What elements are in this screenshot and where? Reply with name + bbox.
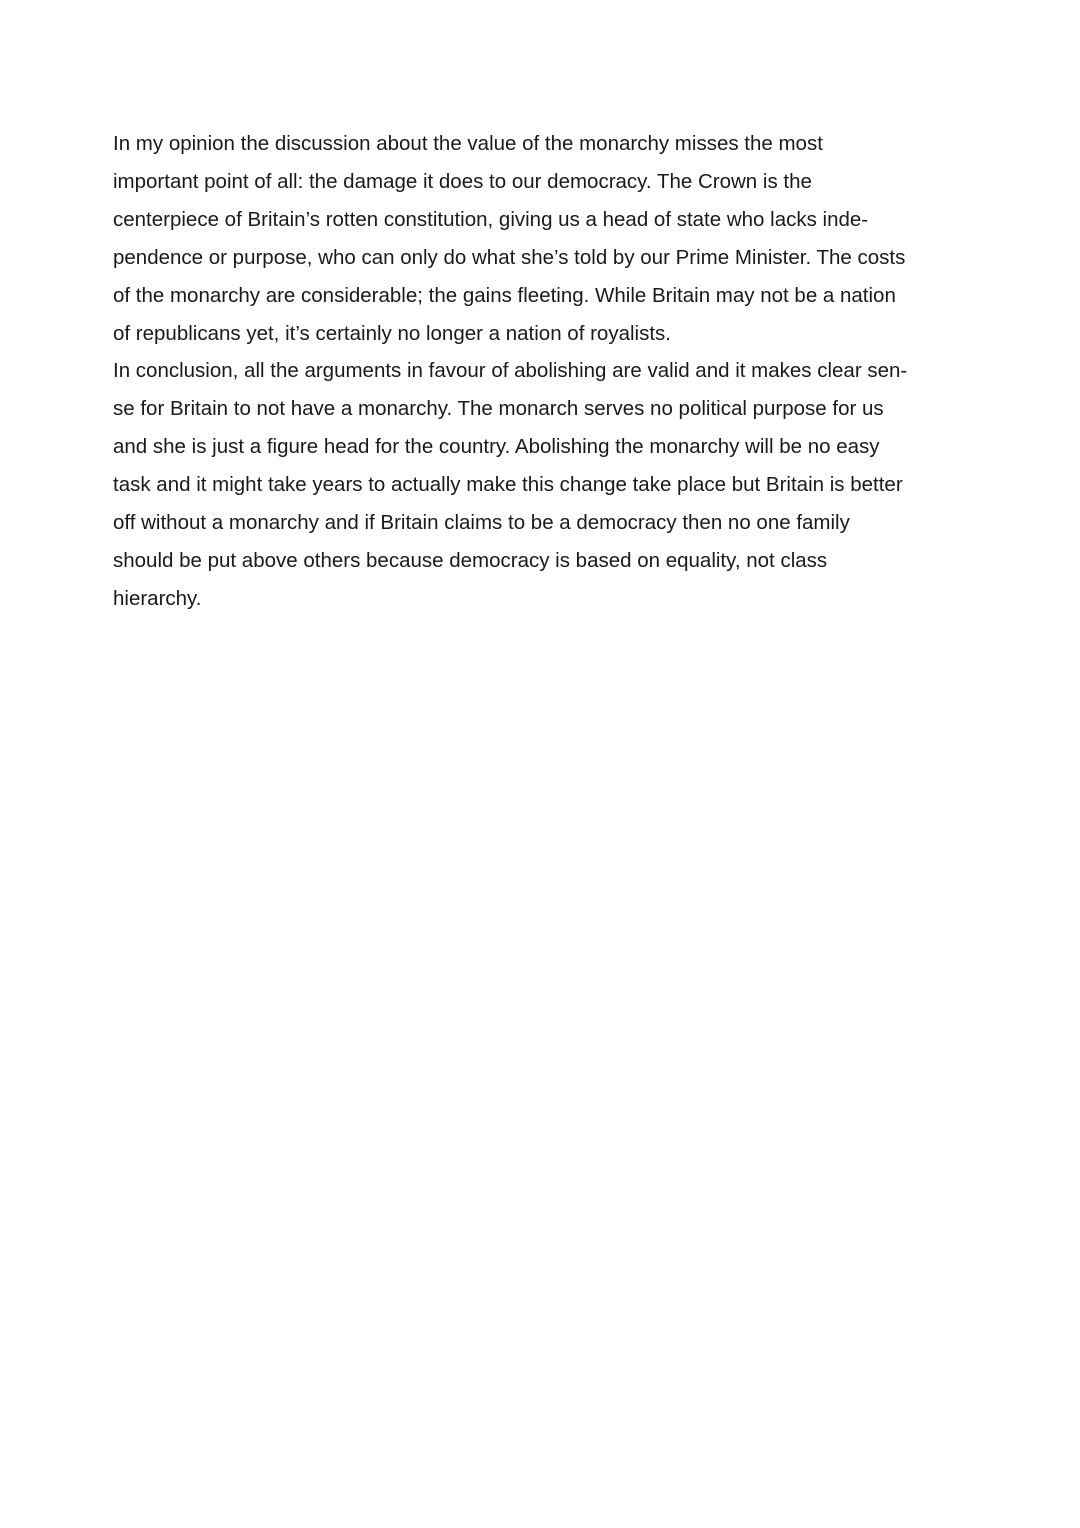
text-line: should be put above others because democracy is based on equality, not class <box>113 548 828 572</box>
text-line: and she is just a figure head for the country. Abolishing the monarchy will be no easy <box>113 435 880 459</box>
text-line: task and it might take years to actually make this change take place but Britain is better <box>113 473 903 497</box>
text-line: of the monarchy are considerable; the gains fleeting. While Britain may not be a nation <box>113 283 896 307</box>
text-line: important point of all: the damage it does to our democracy. The Crown is the <box>113 169 812 193</box>
text-line: hierarchy. <box>113 586 202 610</box>
text-line: se for Britain to not have a monarchy. The monarch serves no political purpose for us <box>113 397 884 421</box>
text-line: In my opinion the discussion about the value of the monarchy misses the most <box>113 132 823 155</box>
text-line: off without a monarchy and if Britain claims to be a democracy then no one family <box>113 511 850 535</box>
text-line: In conclusion, all the arguments in favour of abolishing are valid and it makes clear sen- <box>113 359 908 383</box>
text-line: pendence or purpose, who can only do what she’s told by our Prime Minister. The costs <box>113 245 906 269</box>
text-line: of republicans yet, it’s certainly no longer a nation of royalists. <box>113 321 671 345</box>
body-text <box>113 125 993 618</box>
text-line: centerpiece of Britain’s rotten constitution, giving us a head of state who lacks inde- <box>113 207 869 231</box>
